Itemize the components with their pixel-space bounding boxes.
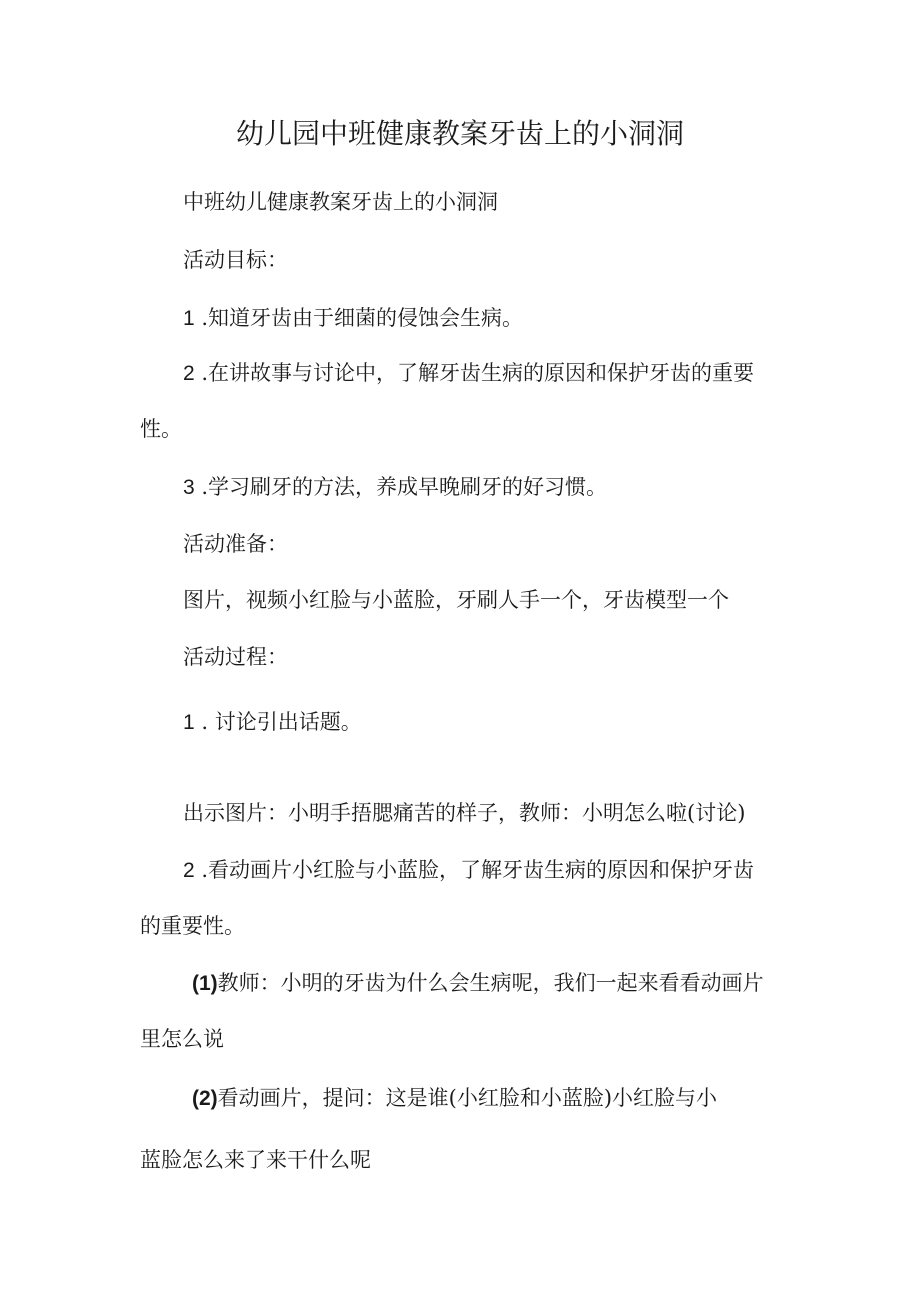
sub-item-2-number: (2) [192,1087,218,1110]
goal-1-text: .知道牙齿由于细菌的侵蚀会生病。 [194,306,524,330]
step-2 [183,855,754,886]
sub-item-2-continuation: 蓝脸怎么来了来干什么呢 [140,1148,371,1172]
process-heading: 活动过程： [183,645,288,669]
goal-2-text: .在讲故事与讨论中，了解牙齿生病的原因和保护牙齿的重要 [194,361,755,385]
goal-2-continuation: 性。 [140,417,182,441]
goals-heading: 活动目标： [183,248,288,272]
document-title: 幼儿园中班健康教案牙齿上的小洞洞 [235,117,684,150]
goal-1-number: 1 [183,307,195,330]
step-2-text: .看动画片小红脸与小蓝脸，了解牙齿生病的原因和保护牙齿 [194,858,755,882]
step-1-number: 1 [183,711,195,734]
sub-item-1-number: (1) [192,972,218,995]
subtitle: 中班幼儿健康教案牙齿上的小洞洞 [183,190,498,214]
goal-1 [183,303,523,334]
goal-3-number: 3 [183,476,195,499]
sub-item-1-text: 教师：小明的牙齿为什么会生病呢，我们一起来看看动画片 [217,971,764,995]
sub-item-2 [192,1083,717,1114]
step-1 [183,707,362,738]
prep-heading: 活动准备： [183,532,288,556]
step-2-continuation: 的重要性。 [140,914,245,938]
sub-item-1-continuation: 里怎么说 [140,1027,224,1051]
goal-3-text: .学习刷牙的方法，养成早晚刷牙的好习惯。 [194,475,608,499]
goal-3 [183,472,607,503]
prep-text: 图片，视频小红脸与小蓝脸，牙刷人手一个，牙齿模型一个 [183,588,729,612]
step-1-detail: 出示图片：小明手捂腮痛苦的样子，教师：小明怎么啦(讨论) [183,801,746,825]
step-2-number: 2 [183,859,195,882]
sub-item-2-text: 看动画片，提问：这是谁(小红脸和小蓝脸)小红脸与小 [217,1086,718,1110]
goal-2 [183,358,754,389]
step-1-text: . 讨论引出话题。 [194,710,362,734]
sub-item-1 [192,968,764,999]
goal-2-number: 2 [183,362,195,385]
